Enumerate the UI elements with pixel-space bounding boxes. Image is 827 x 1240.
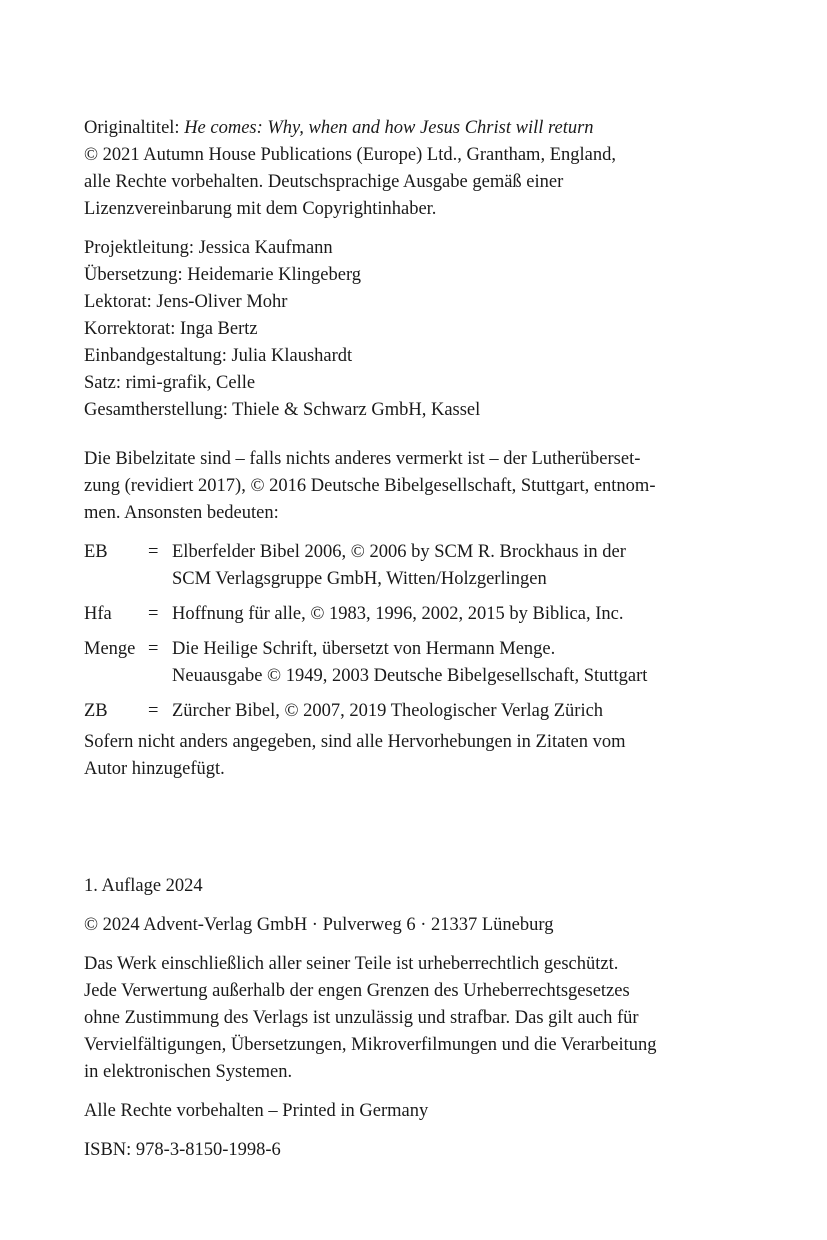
edition-line	[84, 873, 744, 900]
original-title-line	[84, 115, 744, 142]
abbreviation-value-line: Die Heilige Schrift, übersetzt von Hermann Menge.	[172, 639, 556, 659]
abbreviation-equals: =	[148, 542, 159, 562]
abbreviation-row-hfa	[84, 601, 744, 628]
original-title: He comes: Why, when and how Jesus Christ will return	[184, 118, 594, 138]
abbreviation-row-menge	[84, 636, 744, 690]
abbreviation-value-line: Neuausgabe © 1949, 2003 Deutsche Bibelgesellschaft, Stuttgart	[172, 666, 648, 686]
emphasis-note-line: Sofern nicht anders angegeben, sind alle Hervorhebungen in Zitaten vom	[84, 732, 626, 752]
isbn-line	[84, 1137, 744, 1164]
abbreviation-equals: =	[148, 701, 159, 721]
abbreviation-value	[172, 636, 744, 690]
section-spacer	[84, 783, 744, 873]
original-title-label: Originaltitel:	[84, 118, 185, 138]
copyright-notice-line: Vervielfältigungen, Übersetzungen, Mikroverfilmungen und die Verarbeitung	[84, 1035, 657, 1055]
abbreviation-value	[172, 539, 744, 593]
abbreviation-key: Menge	[84, 639, 136, 659]
original-copyright-line: © 2021 Autumn House Publications (Europe) Ltd., Grantham, England,	[84, 145, 616, 165]
credit-cover-design: Einbandgestaltung: Julia Klaushardt	[84, 346, 353, 366]
abbreviation-value-line: Elberfelder Bibel 2006, © 2006 by SCM R. Brockhaus in der	[172, 542, 626, 562]
abbreviation-value	[172, 601, 744, 628]
abbreviation-row-eb	[84, 539, 744, 593]
bible-intro-line: Die Bibelzitate sind – falls nichts anderes vermerkt ist – der Lutherüberset-	[84, 449, 641, 469]
emphasis-note-line: Autor hinzugefügt.	[84, 759, 225, 779]
bible-abbreviation-list	[84, 539, 744, 725]
bible-intro	[84, 446, 744, 527]
credits-list	[84, 235, 744, 424]
copyright-notice-line: Jede Verwertung außerhalb der engen Grenzen des Urheberrechtsgesetzes	[84, 981, 630, 1001]
abbreviation-value-line: Zürcher Bibel, © 2007, 2019 Theologischer Verlag Zürich	[172, 701, 604, 721]
rights-reserved: Alle Rechte vorbehalten – Printed in Germany	[84, 1101, 429, 1121]
abbreviation-key: EB	[84, 542, 108, 562]
emphasis-note	[84, 729, 744, 783]
credit-translation: Übersetzung: Heidemarie Klingeberg	[84, 265, 362, 285]
abbreviation-value-line: SCM Verlagsgruppe GmbH, Witten/Holzgerlingen	[172, 569, 547, 589]
publisher-line	[84, 912, 744, 939]
credit-typesetting: Satz: rimi-grafik, Celle	[84, 373, 256, 393]
abbreviation-equals: =	[148, 639, 159, 659]
abbreviation-value-line: Hoffnung für alle, © 1983, 1996, 2002, 2015 by Biblica, Inc.	[172, 604, 624, 624]
bible-intro-line: men. Ansonsten bedeuten:	[84, 503, 279, 523]
isbn: ISBN: 978-3-8150-1998-6	[84, 1140, 281, 1160]
abbreviation-equals: =	[148, 604, 159, 624]
copyright-notice-line: Das Werk einschließlich aller seiner Teile ist urheberrechtlich geschützt.	[84, 954, 619, 974]
credit-production: Gesamtherstellung: Thiele & Schwarz GmbH, Kassel	[84, 400, 481, 420]
original-copyright-line: Lizenzvereinbarung mit dem Copyrightinhaber.	[84, 199, 437, 219]
credit-project-lead: Projektleitung: Jessica Kaufmann	[84, 238, 333, 258]
copyright-notice	[84, 951, 744, 1086]
original-copyright-line: alle Rechte vorbehalten. Deutschsprachige Ausgabe gemäß einer	[84, 172, 564, 192]
original-title-block	[84, 115, 744, 223]
rights-line	[84, 1098, 744, 1125]
copyright-notice-line: in elektronischen Systemen.	[84, 1062, 293, 1082]
edition: 1. Auflage 2024	[84, 876, 203, 896]
abbreviation-key: ZB	[84, 701, 108, 721]
publisher-address: © 2024 Advent-Verlag GmbH · Pulverweg 6 · 21337 Lüneburg	[84, 915, 554, 935]
abbreviation-value	[172, 698, 744, 725]
imprint-page	[84, 115, 744, 1164]
abbreviation-key: Hfa	[84, 604, 112, 624]
bible-intro-line: zung (revidiert 2017), © 2016 Deutsche Bibelgesellschaft, Stuttgart, entnom-	[84, 476, 656, 496]
abbreviation-row-zb	[84, 698, 744, 725]
copyright-notice-line: ohne Zustimmung des Verlags ist unzulässig und strafbar. Das gilt auch für	[84, 1008, 639, 1028]
credit-editing: Lektorat: Jens-Oliver Mohr	[84, 292, 288, 312]
credit-proofreading: Korrektorat: Inga Bertz	[84, 319, 258, 339]
